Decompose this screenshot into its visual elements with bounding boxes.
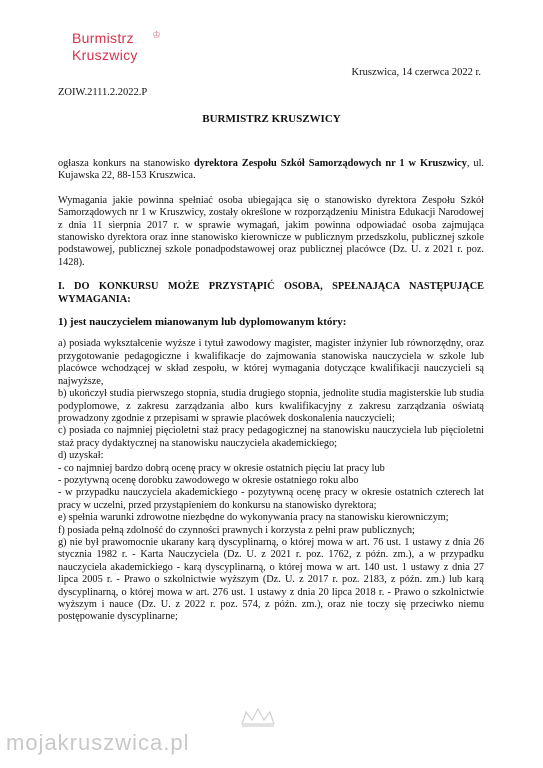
list-item: - co najmniej bardzo dobrą ocenę pracy w okresie ostatnich pięciu lat pracy lub	[58, 462, 385, 474]
crown-icon: ♔	[152, 30, 161, 41]
list-item: g) nie był prawomocnie ukarany karą dyscyplinarną, o której mowa w art. 76 ust. 1 ustawy z dnia 26 stycznia 1982 r. - Karta Nauczyciela (Dz. U. z 2021 r. poz. 1762, z późn. zm.), a w przypadku nauczyciela akademickiego - karą dyscyplinarną, o której mowa w art. 140 ust. 1 ustawy z dnia 27 lipca 2005 r. - Prawo o szkolnictwie wyższym (Dz. U. z 2017 r. poz. 2183, z późn. zm.) lub karą dyscyplinarną, o której mowa w art. 276 ust. 1 ustawy z dnia 20 lipca 2018 r. - Prawo o szkolnictwie wyższym i nauce (Dz. U. z 2022 r. poz. 574, z późn. zm.), oraz nie toczy się przeciwko niemu postępowanie dyscyplinarne;	[58, 536, 484, 623]
watermark-crown-icon	[238, 706, 278, 728]
list-item: b) ukończył studia pierwszego stopnia, studia drugiego stopnia, jednolite studia magisterskie lub studia podyplomowe, z zakresu zarządzania albo kurs kwalifikacyjny z zakresu zarządzania oświatą prowadzony zgodnie z przepisami w sprawie placówek doskonalenia nauczycieli;	[58, 388, 484, 424]
logo-line-1: Burmistrz	[72, 30, 134, 46]
requirements-paragraph: Wymagania jakie powinna spełniać osoba ubiegająca się o stanowisko dyrektora Zespołu Szkół Samorządowych nr 1 w Kruszwicy, zostały określone w rozporządzeniu Ministra Edukacji Narodowej z dnia 11 sierpnia 2017 r. w sprawie wymagań, jakim powinna odpowiadać osoba zajmująca stanowisko dyrektora oraz inne stanowisko kierownicze w publicznym przedszkolu, publicznej szkole podstawowej, publicznej szkole ponadpodstawowej oraz publicznej placówce (Dz. U. z 2021 r. poz. 1428).	[58, 194, 484, 268]
intro-paragraph	[58, 158, 484, 183]
list-item: - w przypadku nauczyciela akademickiego - pozytywną ocenę pracy w okresie ostatnich czterech lat pracy w uczelni, przed przystąpieniem do konkursu na stanowisko dyrektora;	[58, 487, 484, 511]
logo	[72, 30, 138, 64]
list-item: c) posiada co najmniej pięcioletni staż pracy pedagogicznej na stanowisku nauczyciela lub pięcioletni staż pracy dydaktycznej na stanowisku nauczyciela akademickiego;	[58, 425, 484, 449]
document-date: Kruszwica, 14 czerwca 2022 r.	[351, 67, 481, 78]
requirements-list	[58, 338, 484, 623]
intro-prefix: ogłasza konkurs na stanowisko	[58, 158, 195, 169]
document-title: BURMISTRZ KRUSZWICY	[202, 113, 341, 125]
watermark-text: mojakruszwica.pl	[6, 730, 190, 755]
subsection-heading: 1) jest nauczycielem mianowanym lub dyplomowanym który:	[58, 316, 347, 329]
list-item: e) spełnia warunki zdrowotne niezbędne do wykonywania pracy na stanowisku kierowniczym;	[58, 512, 449, 524]
list-item: d) uzyskał:	[58, 450, 104, 462]
section-heading: I. DO KONKURSU MOŻE PRZYSTĄPIĆ OSOBA, SPEŁNAJĄCA NASTĘPUJĄCE WYMAGANIA:	[58, 281, 484, 305]
intro-suffix: , ul. Kujawska 22, 88-153 Kruszwica.	[58, 158, 485, 182]
logo-line-2: Kruszwicy	[72, 47, 138, 63]
reference-number: ZOIW.2111.2.2022.P	[58, 87, 148, 98]
document-body	[58, 158, 484, 624]
intro-position: dyrektora Zespołu Szkół Samorządowych nr 1 w Kruszwicy	[194, 158, 467, 169]
list-item: a) posiada wykształcenie wyższe i tytuł zawodowy magister, magister inżynier lub równorzędny, oraz przygotowanie pedagogiczne i kwalifikacje do zajmowania stanowiska nauczyciela w szkole lub placówce wchodzącej w skład zespołu, w której wymagania dotyczące kwalifikacji nauczycieli są najwyższe,	[58, 338, 484, 387]
list-item: - pozytywną ocenę dorobku zawodowego w okresie ostatniego roku albo	[58, 474, 359, 486]
list-item: f) posiada pełną zdolność do czynności prawnych i korzysta z pełni praw publicznych;	[58, 524, 415, 536]
